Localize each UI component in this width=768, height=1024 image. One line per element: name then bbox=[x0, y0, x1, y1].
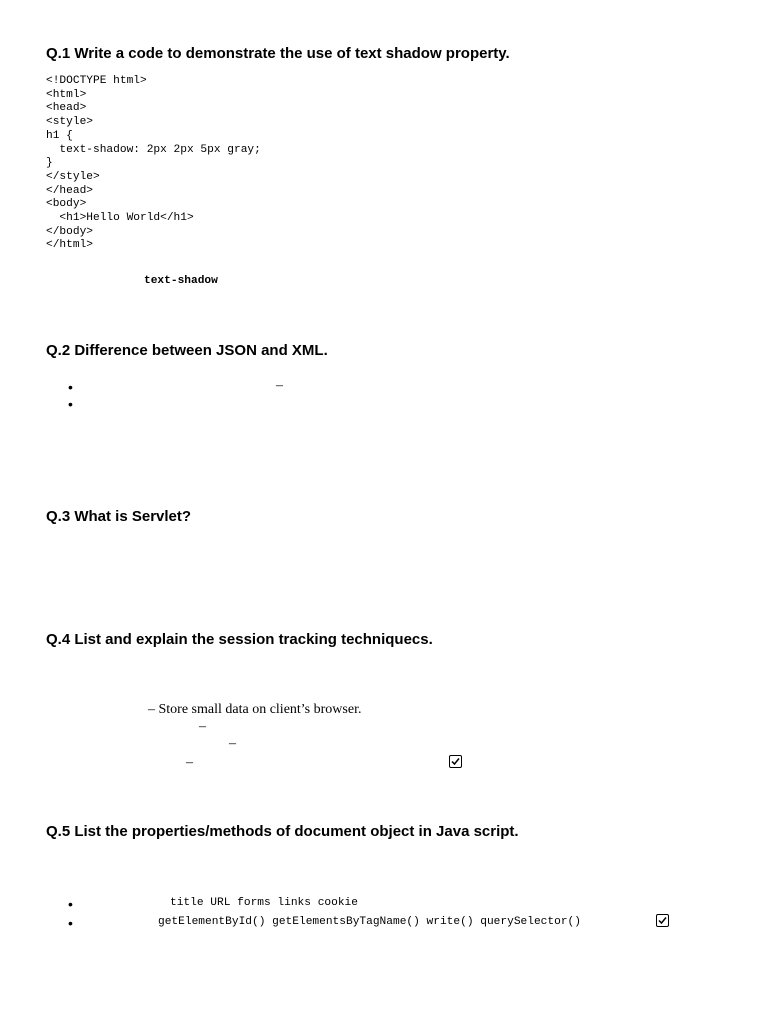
code-line: <head> bbox=[46, 102, 87, 115]
q5-properties: title URL forms links cookie bbox=[170, 897, 358, 909]
code-line: <style> bbox=[46, 116, 93, 129]
code-line: text-shadow: 2px 2px 5px gray; bbox=[46, 143, 261, 156]
check-box-icon bbox=[449, 755, 462, 768]
code-line: </style> bbox=[46, 170, 100, 183]
q2-heading: Q.2 Difference between JSON and XML. bbox=[46, 342, 328, 359]
q1-code-block bbox=[46, 75, 261, 253]
check-box-icon bbox=[656, 914, 669, 927]
q4-dash-3: – bbox=[229, 736, 236, 751]
q3-heading: Q.3 What is Servlet? bbox=[46, 508, 192, 525]
q5-heading: Q.5 List the properties/methods of document object in Java script. bbox=[46, 823, 519, 840]
q4-dash-2: – bbox=[199, 719, 206, 734]
q1-keyword: text-shadow bbox=[144, 275, 218, 287]
q5-bullet-2: • bbox=[68, 915, 73, 931]
code-line: </body> bbox=[46, 225, 93, 238]
code-line: <h1>Hello World</h1> bbox=[46, 212, 194, 225]
code-line: h1 { bbox=[46, 129, 73, 142]
code-line: } bbox=[46, 157, 53, 170]
q1-heading: Q.1 Write a code to demonstrate the use of text shadow property. bbox=[46, 45, 510, 62]
q5-bullet-1: • bbox=[68, 896, 73, 912]
code-line: </head> bbox=[46, 184, 93, 197]
q4-cookie-line: – Store small data on client’s browser. bbox=[148, 702, 362, 717]
code-line: <html> bbox=[46, 88, 87, 101]
code-line: <!DOCTYPE html> bbox=[46, 75, 147, 87]
q2-bullet-2: • bbox=[68, 396, 73, 412]
code-line: </html> bbox=[46, 239, 93, 252]
q5-methods: getElementById() getElementsByTagName() write() querySelector() bbox=[158, 916, 581, 928]
code-line: <body> bbox=[46, 198, 87, 211]
q4-dash-4: – bbox=[186, 755, 193, 770]
q2-dash: – bbox=[276, 378, 283, 393]
q4-heading: Q.4 List and explain the session tracking techniquecs. bbox=[46, 631, 433, 648]
q2-bullet-1: • bbox=[68, 379, 73, 395]
